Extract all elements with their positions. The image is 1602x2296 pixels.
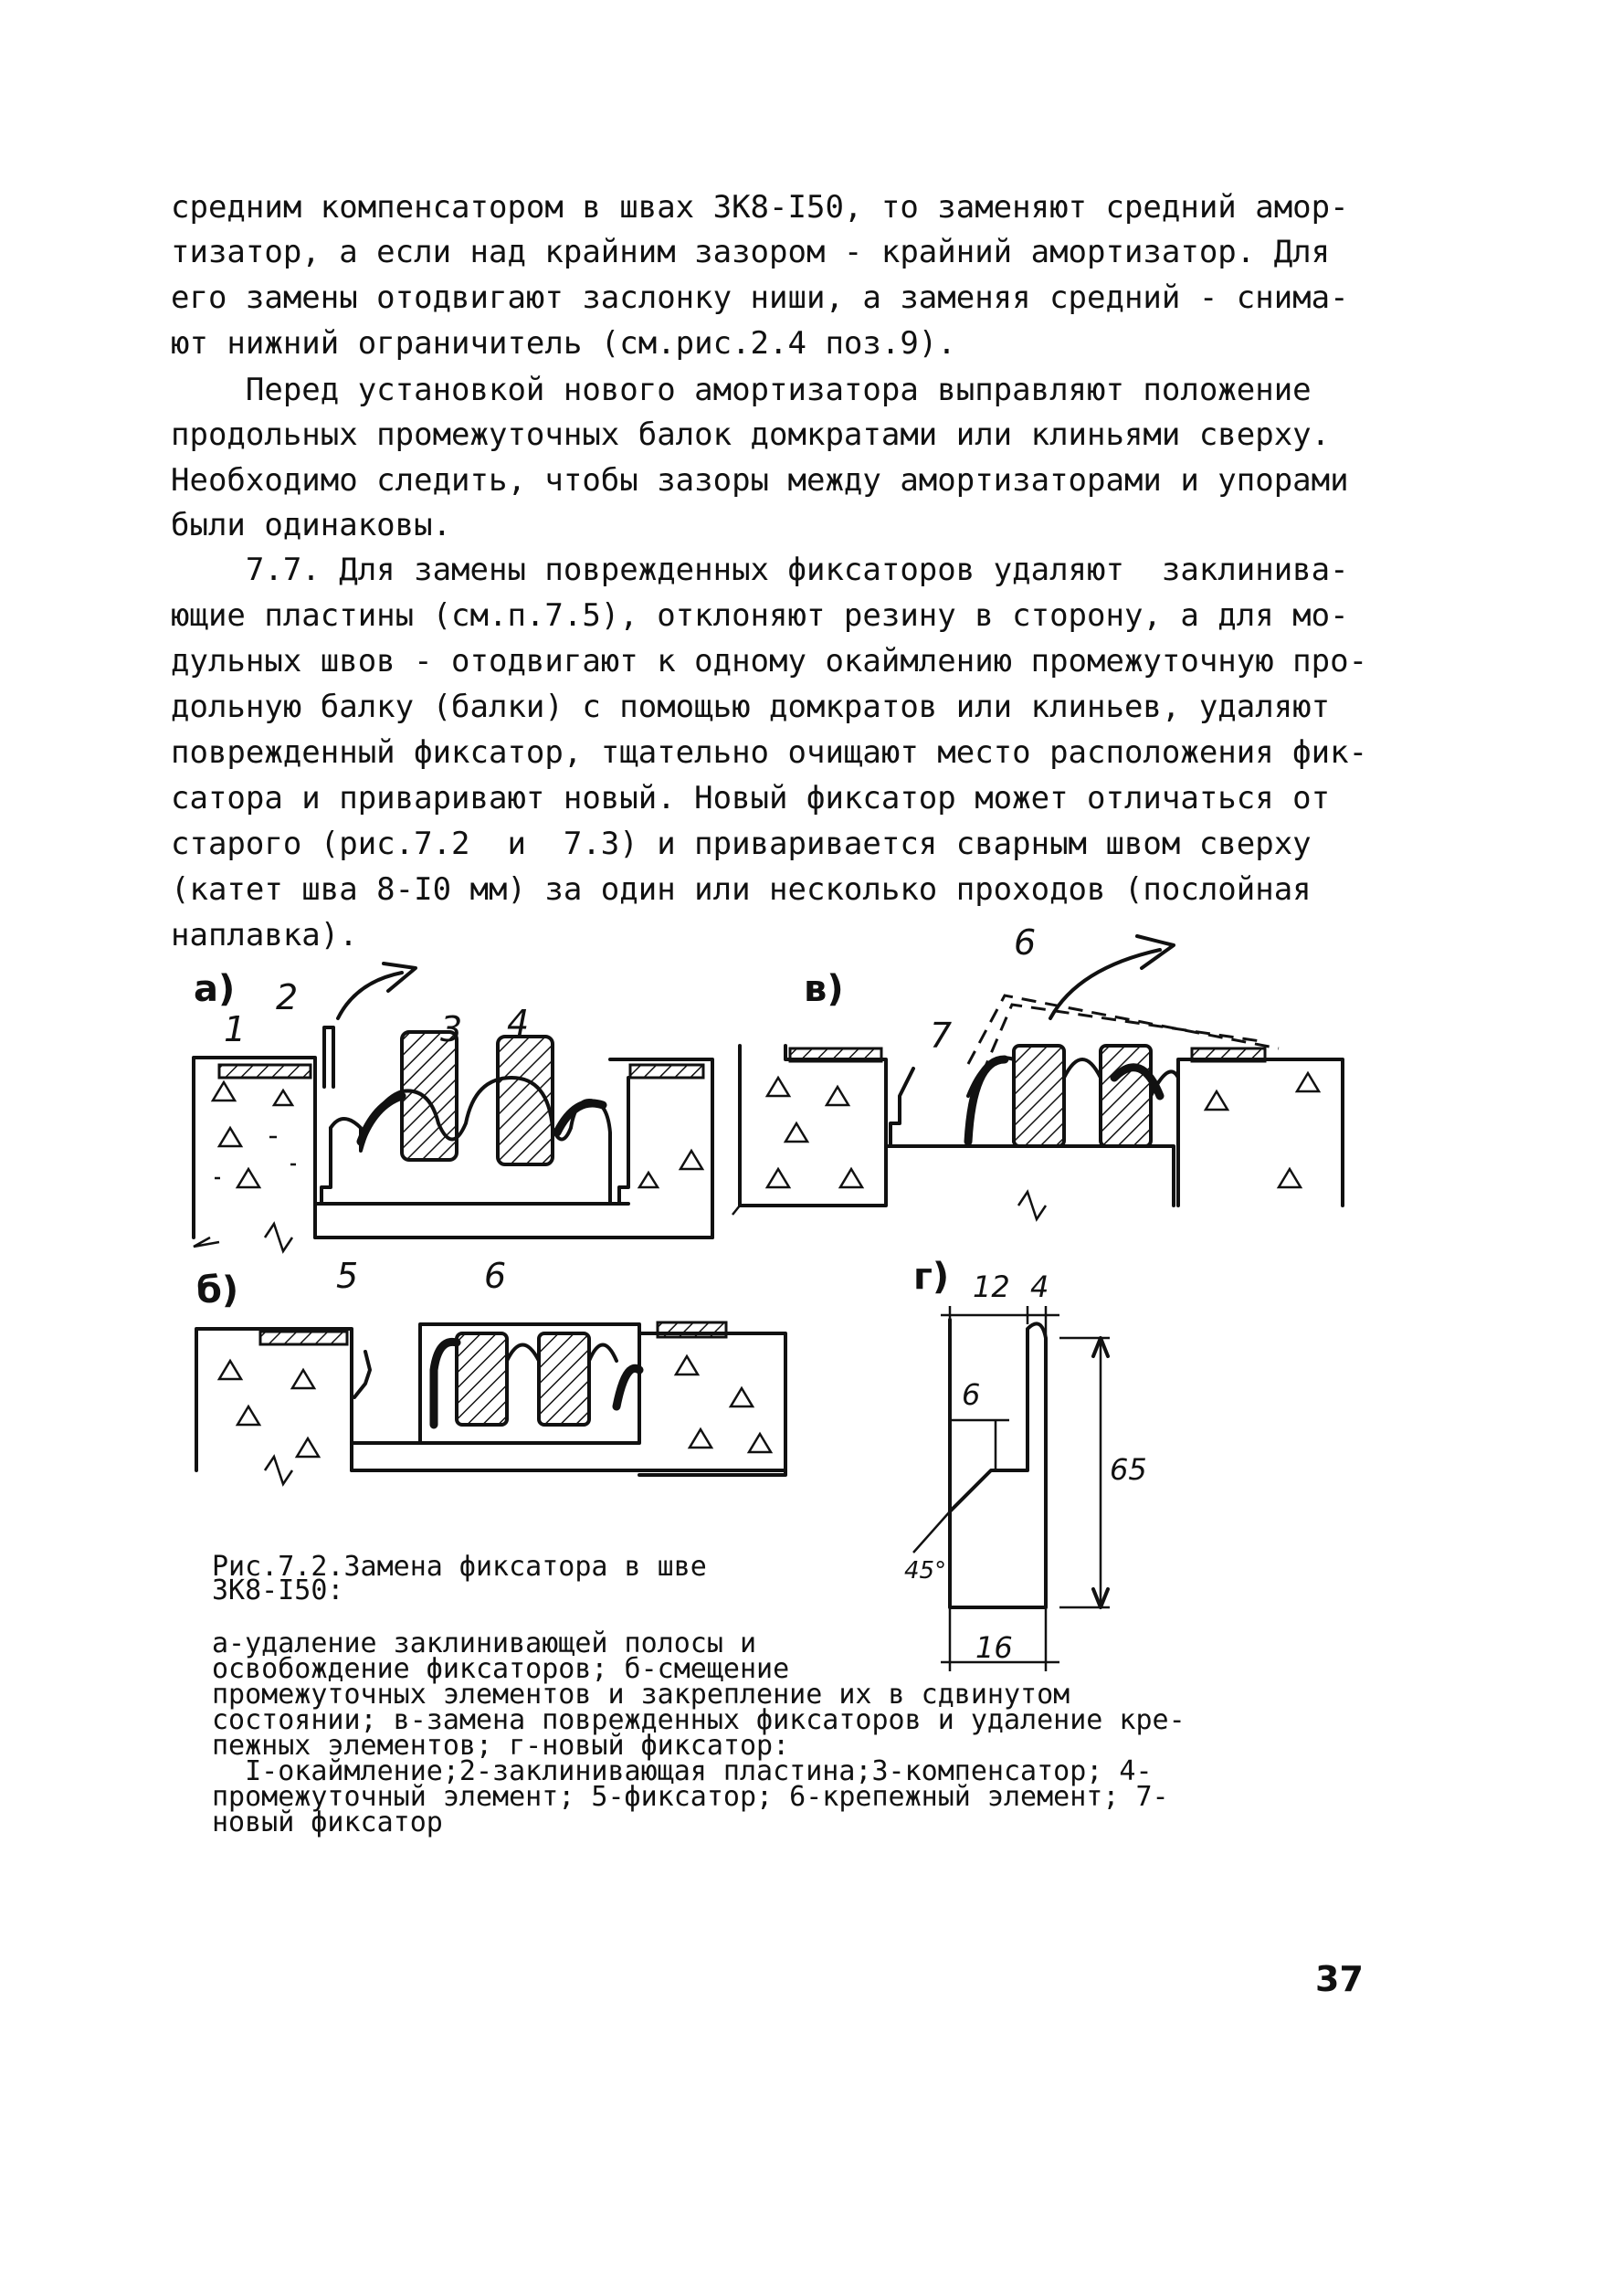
callout-5: 5: [336, 1256, 359, 1296]
text-line: дульных швов - отодвигают к одному окаймлению промежуточную про-: [171, 643, 1368, 679]
callout-6-b: 6: [484, 1256, 507, 1296]
caption-line: I-окаймление;2-заклинивающая пластина;3-компенсатор; 4-: [212, 1755, 1153, 1787]
text-line: средним компенсатором в швах ЗК8-I50, то заменяют средний амор-: [171, 189, 1349, 226]
callout-6-v: 6: [1014, 922, 1037, 963]
text-line: старого (рис.7.2 и 7.3) и приваривается сварным швом сверху: [171, 826, 1312, 862]
callout-1: 1: [224, 1009, 247, 1049]
text-line: наплавка).: [171, 917, 358, 953]
text-line: ют нижний ограничитель (см.рис.2.4 поз.9).: [171, 325, 956, 362]
text-line: Перед установкой нового амортизатора выправляют положение: [171, 372, 1312, 408]
caption-line: новый фиксатор: [212, 1806, 443, 1838]
caption-line: а-удаление заклинивающей полосы и: [212, 1627, 757, 1659]
caption-line: пежных элементов; г-новый фиксатор:: [212, 1730, 790, 1762]
dimension-16: 16: [975, 1630, 1013, 1665]
text-line: продольных промежуточных балок домкратами или клиньями сверху.: [171, 416, 1331, 453]
diagram-g: [913, 1306, 1110, 1671]
panel-label-b: б): [196, 1269, 239, 1311]
diagram-b: [196, 1322, 785, 1484]
callout-2: 2: [276, 977, 299, 1017]
text-line: были одинаковы.: [171, 507, 452, 543]
text-line: поврежденный фиксатор, тщательно очищают место расположения фик-: [171, 734, 1368, 771]
text-line: Необходимо следить, чтобы зазоры между амортизаторами и упорами: [171, 462, 1349, 499]
text-line: сатора и приваривают новый. Новый фиксатор может отличаться от: [171, 780, 1331, 816]
callout-7: 7: [930, 1016, 953, 1056]
page-number: 37: [1315, 1959, 1364, 1999]
caption-line: состоянии; в-замена поврежденных фиксаторов и удаление кре-: [212, 1704, 1186, 1736]
callout-4: 4: [507, 1003, 530, 1043]
text-line: дольную балку (балки) с помощью домкратов или клиньев, удаляют: [171, 689, 1331, 725]
caption-line: промежуточный элемент; 5-фиксатор; 6-крепежный элемент; 7-: [212, 1781, 1169, 1813]
text-line: его замены отодвигают заслонку ниши, а заменяя средний - снима-: [171, 279, 1349, 316]
diagram-a: [194, 964, 712, 1251]
panel-label-a: а): [194, 968, 236, 1010]
text-line: (катет шва 8-I0 мм) за один или несколько проходов (послойная: [171, 871, 1312, 908]
dimension-4: 4: [1030, 1269, 1049, 1304]
dimension-65: 65: [1110, 1452, 1147, 1487]
callout-3: 3: [440, 1009, 463, 1049]
caption-line: освобождение фиксаторов; б-смещение: [212, 1653, 790, 1685]
dimension-6: 6: [962, 1377, 981, 1412]
caption-title: ЗК8-I50:: [212, 1575, 344, 1606]
caption-title: Рис.7.2.Замена фиксатора в шве: [212, 1551, 707, 1583]
panel-label-g: г): [913, 1256, 950, 1298]
text-line: ющие пластины (см.п.7.5), отклоняют резину в сторону, а для мо-: [171, 597, 1349, 634]
dimension-angle: 45°: [904, 1557, 947, 1585]
caption-line: промежуточных элементов и закрепление их в сдвинутом: [212, 1679, 1070, 1711]
text-line: тизатор, а если над крайним зазором - крайний амортизатор. Для: [171, 234, 1331, 270]
dimension-12: 12: [973, 1269, 1010, 1304]
text-line: 7.7. Для замены поврежденных фиксаторов удаляют заклинива-: [171, 552, 1349, 588]
panel-label-v: в): [804, 968, 844, 1010]
